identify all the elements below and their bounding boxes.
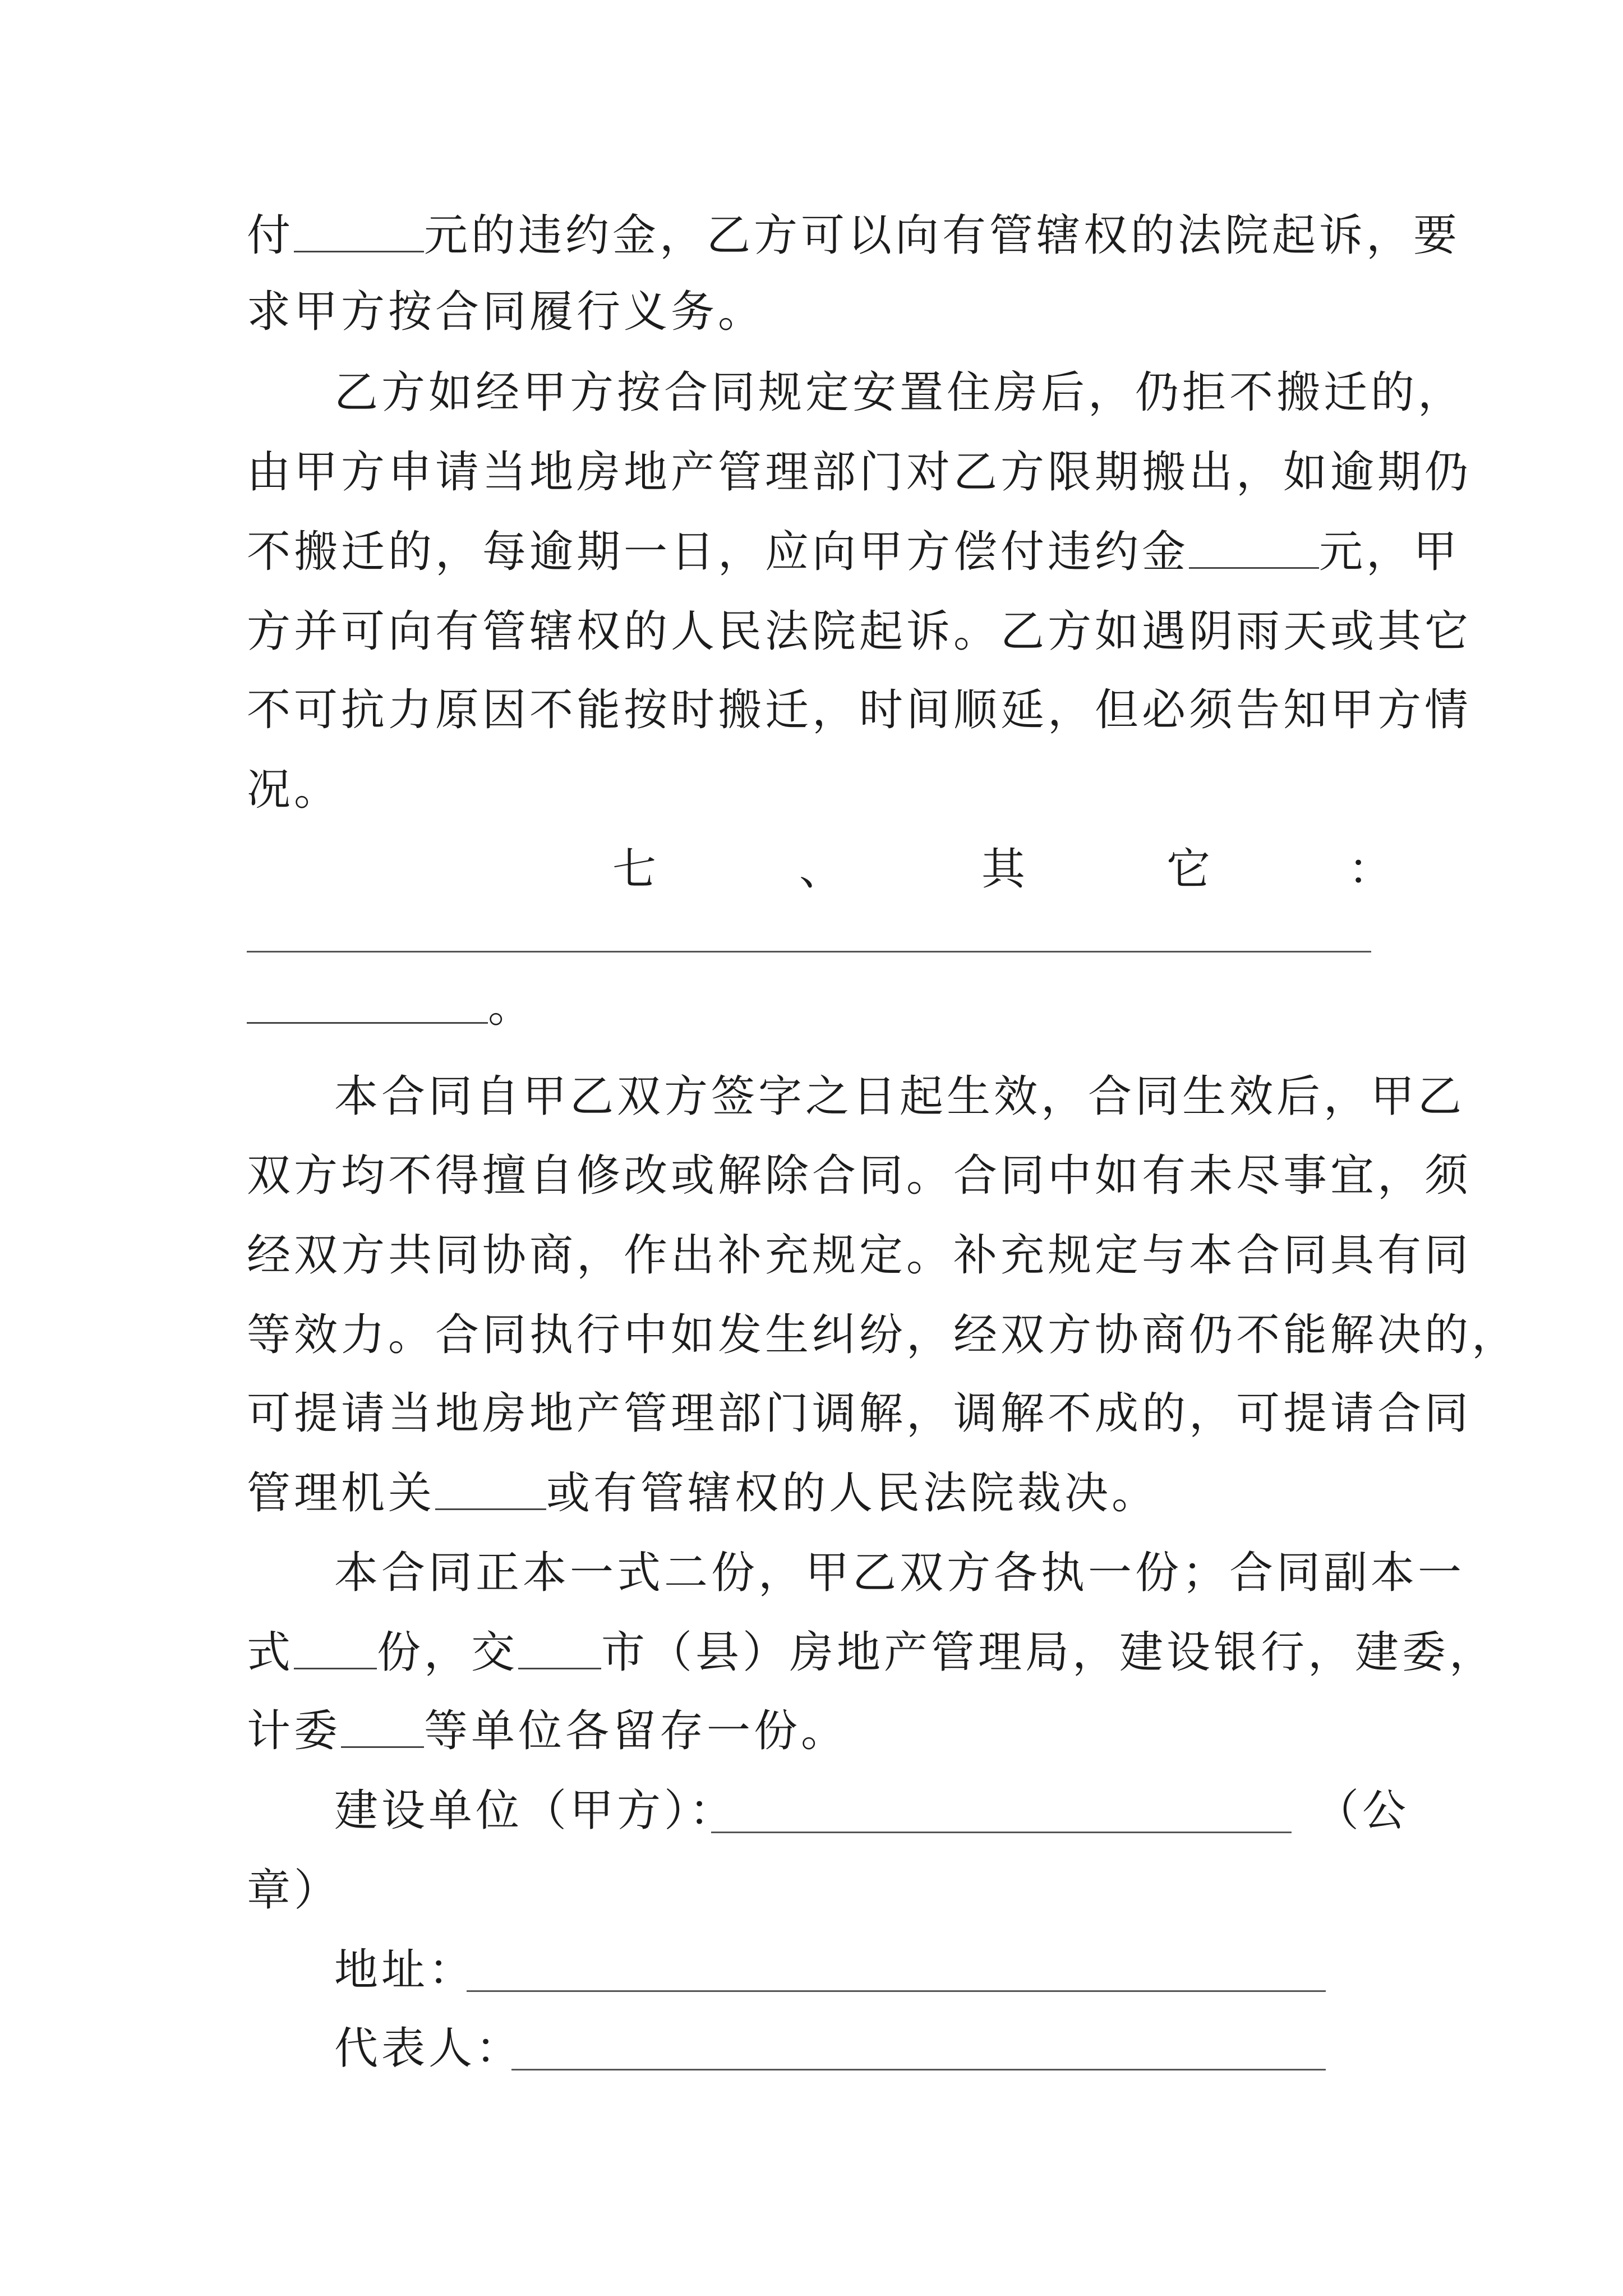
heading-char: ： [1348,844,1393,895]
paragraph-line [247,1465,1159,1521]
paragraph-line: 况。 [247,765,342,815]
heading-char: 它 [1166,844,1211,895]
party-a-signature-line [334,1783,736,1839]
heading-char: 七 [612,844,657,895]
paragraph-line [247,1625,1497,1681]
signature-rule [711,1832,1292,1833]
text-run: （公 [1315,1786,1410,1836]
fill-in-blank [435,1469,546,1510]
paragraph-line: 可提请当地房地产管理部门调解，调解不成的，可提请合同 [247,1388,1472,1439]
paragraph-line: 经双方共同协商，作出补充规定。补充规定与本合同具有同 [247,1230,1472,1281]
text-run: 份，交 [377,1627,519,1678]
text-run: 元的违约金，乙方可以向有管辖权的法院起诉，要 [424,210,1461,261]
paragraph-line [247,208,1461,264]
section-heading [247,841,1393,898]
representative-rule [511,2069,1326,2070]
address-rule [467,1990,1326,1992]
text-run: 管理机关 [247,1468,436,1519]
paragraph-line: 双方均不得擅自修改或解除合同。合同中如有未尽事宜，须 [247,1151,1472,1201]
text-run: 元，甲 [1319,527,1461,577]
text-run: 不搬迁的，每逾期一日，应向甲方偿付违约金 [247,527,1189,577]
text-run: 计委 [247,1706,342,1756]
representative-label: 代表人： [334,2023,523,2074]
paragraph-line [247,524,1461,580]
text-run: 或有管辖权的人民法院裁决。 [546,1468,1159,1519]
fill-in-blank [518,1628,601,1669]
address-label: 地址： [334,1945,476,1995]
text-run: 式 [247,1627,294,1678]
text-run: 等单位各留存一份。 [424,1706,849,1756]
fill-in-rule [247,951,1371,953]
paragraph-line: 方并可向有管辖权的人民法院起诉。乙方如遇阴雨天或其它 [247,606,1472,657]
paragraph-line: 等效力。合同执行中如发生纠纷，经双方协商仍不能解决的， [247,1310,1519,1360]
paragraph-line: 本合同正本一式二份，甲乙双方各执一份；合同副本一 [334,1548,1465,1598]
text-run: 。 [488,982,536,1032]
paragraph-line: 由甲方申请当地房地产管理部门对乙方限期搬出，如逾期仍 [247,447,1472,498]
text-run: 付 [247,210,294,261]
fill-in-blank [341,1707,424,1748]
paragraph-line: 求甲方按合同履行义务。 [247,287,766,337]
paragraph-line: 章） [247,1865,342,1916]
heading-char: 、 [799,844,843,895]
fill-in-blank [1189,528,1319,569]
text-run: 市（县）房地产管理局，建设银行，建委， [601,1627,1497,1678]
paragraph-line [247,1703,848,1759]
fill-in-blank [294,211,424,252]
paragraph-line: 乙方如经甲方按合同规定安置住房后，仍拒不搬迁的， [334,367,1465,418]
heading-char: 其 [981,844,1026,895]
fill-in-blank [247,983,488,1024]
paragraph-line: 不可抗力原因不能按时搬迁，时间顺延，但必须告知甲方情 [247,685,1472,735]
fill-in-blank [294,1628,377,1669]
paragraph-line: 本合同自甲乙双方签字之日起生效，合同生效后，甲乙 [334,1071,1465,1122]
field-label: 建设单位（甲方）： [334,1786,737,1836]
paragraph-line [247,979,535,1035]
